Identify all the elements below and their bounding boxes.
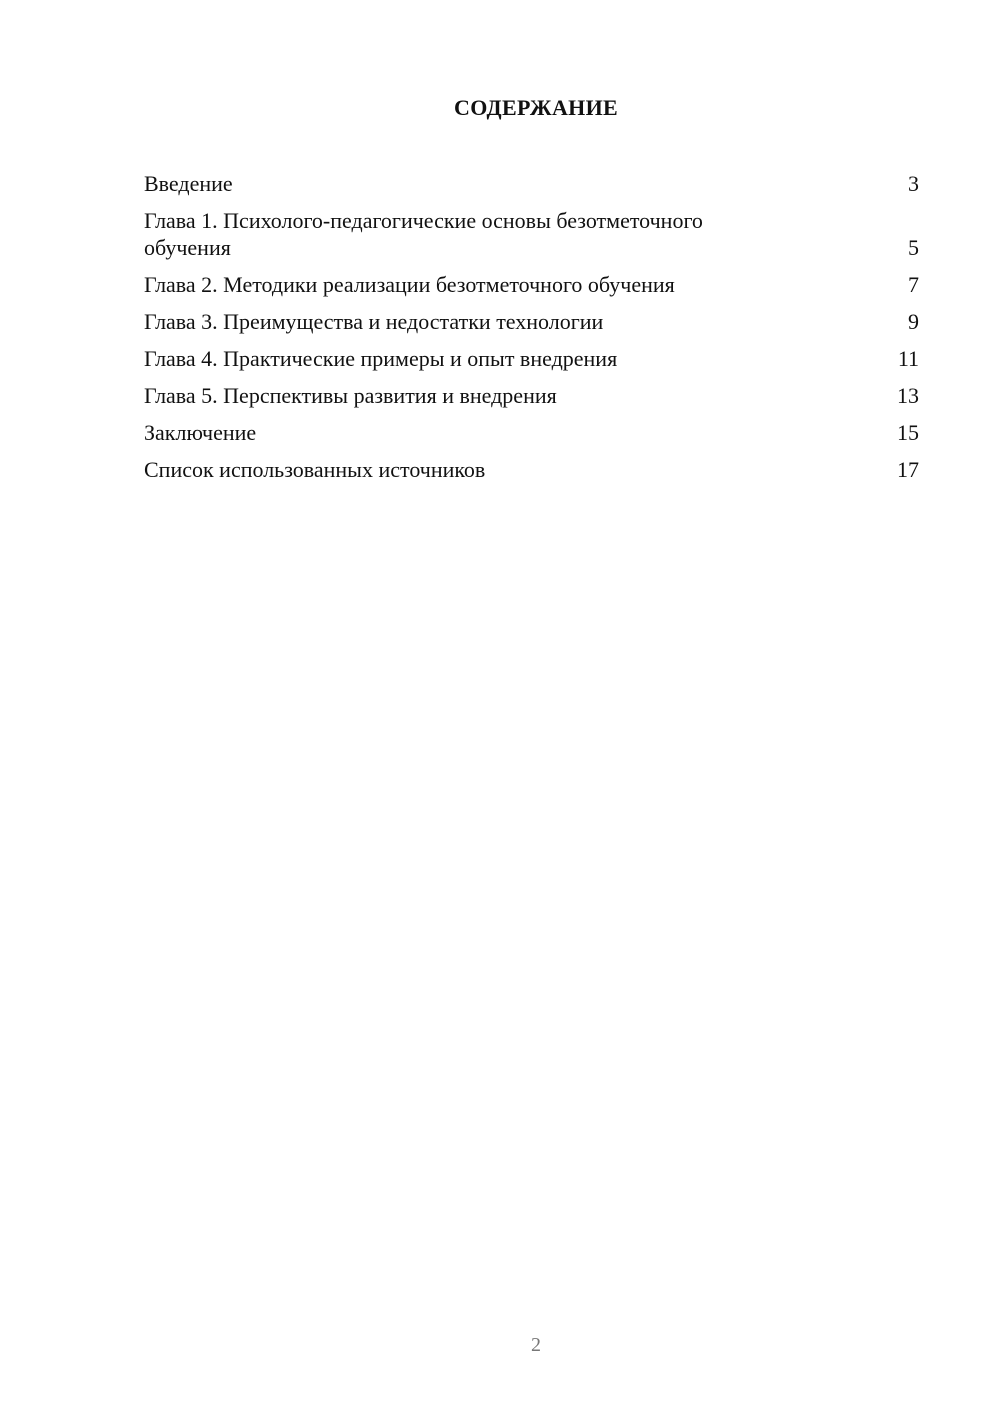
toc-entry (144, 382, 919, 409)
toc-entry (144, 456, 919, 483)
table-of-contents (144, 170, 919, 493)
toc-entry-page: 3 (908, 171, 919, 196)
toc-entry (144, 308, 919, 335)
page-title: СОДЕРЖАНИЕ (454, 95, 618, 120)
toc-entry (144, 170, 919, 197)
toc-entry-text: Заключение (144, 420, 257, 445)
toc-entry (144, 207, 919, 261)
toc-entry-page: 7 (908, 272, 919, 297)
toc-entry-text: Глава 1. Психолого-педагогические основы безотметочного обучения (144, 208, 703, 260)
toc-entry-text: Список использованных источников (144, 457, 486, 482)
toc-entry-page: 15 (897, 420, 919, 445)
toc-entry-page: 9 (908, 309, 919, 334)
toc-entry-text: Введение (144, 171, 233, 196)
toc-entry-page: 5 (908, 235, 919, 260)
toc-entry-text: Глава 2. Методики реализации безотметочного обучения (144, 272, 675, 297)
toc-entry-text: Глава 4. Практические примеры и опыт внедрения (144, 346, 618, 371)
toc-entry-page: 17 (897, 457, 919, 482)
page-number: 2 (531, 1334, 541, 1356)
toc-entry-text: Глава 3. Преимущества и недостатки технологии (144, 309, 604, 334)
toc-entry (144, 271, 919, 298)
toc-entry-page: 13 (897, 383, 919, 408)
toc-entry (144, 419, 919, 446)
toc-entry (144, 345, 919, 372)
toc-entry-page: 11 (897, 346, 919, 371)
toc-entry-text: Глава 5. Перспективы развития и внедрения (144, 383, 557, 408)
